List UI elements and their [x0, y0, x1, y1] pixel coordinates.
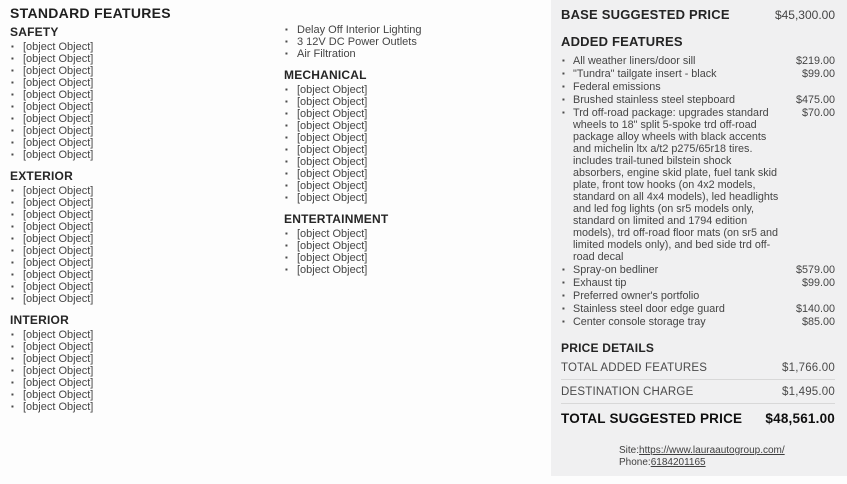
feature-item: ▪ [object Object] — [10, 41, 274, 53]
added-feature-label: ▪ Brushed stainless steel stepboard — [561, 94, 783, 106]
feature-item: ▪ [object Object] — [284, 168, 544, 180]
added-feature-row — [561, 264, 835, 276]
feature-item: ▪ [object Object] — [284, 192, 544, 204]
feature-item: ▪ [object Object] — [10, 185, 274, 197]
price-details-list — [561, 356, 835, 404]
added-feature-row — [561, 316, 835, 328]
feature-item: ▪ [object Object] — [284, 120, 544, 132]
feature-item: ▪ [object Object] — [284, 96, 544, 108]
phone-label: Phone: — [619, 457, 651, 468]
added-feature-row — [561, 107, 835, 263]
added-feature-label: ▪ Spray-on bedliner — [561, 264, 783, 276]
added-feature-label: ▪ Stainless steel door edge guard — [561, 303, 783, 315]
feature-section — [10, 25, 274, 161]
feature-section — [10, 169, 274, 305]
feature-item: ▪ [object Object] — [10, 257, 274, 269]
feature-item: ▪ [object Object] — [10, 149, 274, 161]
pricing-panel — [551, 0, 847, 476]
site-label: Site: — [619, 445, 640, 456]
added-feature-row — [561, 94, 835, 106]
feature-section — [284, 68, 544, 204]
feature-item: ▪ [object Object] — [10, 377, 274, 389]
added-feature-row — [561, 290, 835, 302]
feature-item: ▪ [object Object] — [284, 264, 544, 276]
feature-item: ▪ Delay Off Interior Lighting — [284, 24, 544, 36]
added-feature-row — [561, 277, 835, 289]
added-feature-row — [561, 55, 835, 67]
price-details-heading: PRICE DETAILS — [561, 341, 655, 355]
added-features-heading: ADDED FEATURES — [561, 34, 683, 49]
price-detail-value: $1,766.00 — [782, 362, 835, 374]
feature-item: ▪ [object Object] — [10, 353, 274, 365]
added-feature-label: ▪ Center console storage tray — [561, 316, 783, 328]
feature-item: ▪ [object Object] — [10, 77, 274, 89]
base-price-value: $45,300.00 — [774, 8, 835, 22]
feature-item: ▪ [object Object] — [10, 269, 274, 281]
feature-section-heading: MECHANICAL — [284, 68, 367, 82]
standard-features-column — [10, 5, 274, 413]
feature-section-heading: INTERIOR — [10, 313, 69, 327]
feature-list — [284, 84, 544, 204]
feature-item: ▪ [object Object] — [10, 341, 274, 353]
feature-list — [10, 41, 274, 161]
feature-item: ▪ [object Object] — [10, 53, 274, 65]
added-feature-label: ▪ Preferred owner's portfolio — [561, 290, 783, 302]
price-detail-label: DESTINATION CHARGE — [561, 386, 694, 398]
price-detail-row — [561, 356, 835, 380]
base-price-row — [561, 7, 835, 22]
feature-list — [10, 185, 274, 305]
feature-item: ▪ [object Object] — [10, 281, 274, 293]
standard-features-sections — [10, 25, 274, 413]
feature-item: ▪ [object Object] — [284, 132, 544, 144]
feature-list — [10, 329, 274, 413]
feature-item: ▪ [object Object] — [10, 65, 274, 77]
base-price-label: BASE SUGGESTED PRICE — [561, 7, 730, 22]
feature-item: ▪ [object Object] — [284, 240, 544, 252]
feature-item: ▪ [object Object] — [10, 125, 274, 137]
phone-link[interactable]: 6184201165 — [650, 457, 706, 468]
feature-item: ▪ [object Object] — [10, 113, 274, 125]
feature-item: ▪ [object Object] — [10, 293, 274, 305]
feature-item: ▪ [object Object] — [10, 389, 274, 401]
added-feature-row — [561, 68, 835, 80]
total-price-value: $48,561.00 — [765, 411, 835, 426]
price-detail-label: TOTAL ADDED FEATURES — [561, 362, 708, 374]
added-feature-row — [561, 81, 835, 93]
total-price-label: TOTAL SUGGESTED PRICE — [561, 411, 743, 426]
feature-section-heading: ENTERTAINMENT — [284, 212, 389, 226]
added-feature-price: $140.00 — [795, 303, 835, 315]
feature-section — [284, 212, 544, 276]
feature-section-heading: EXTERIOR — [10, 169, 73, 183]
feature-item: ▪ [object Object] — [284, 144, 544, 156]
added-feature-price: $70.00 — [801, 107, 835, 119]
added-features-list — [561, 55, 835, 328]
feature-item: ▪ [object Object] — [284, 228, 544, 240]
feature-item: ▪ [object Object] — [10, 137, 274, 149]
added-feature-price: $85.00 — [801, 316, 835, 328]
added-feature-label: ▪ Exhaust tip — [561, 277, 783, 289]
feature-item: ▪ Air Filtration — [284, 48, 544, 60]
feature-item: ▪ [object Object] — [10, 245, 274, 257]
added-feature-label: ▪ "Tundra" tailgate insert - black — [561, 68, 783, 80]
feature-section — [10, 313, 274, 413]
site-link[interactable]: https://www.lauraautogroup.com/ — [639, 445, 785, 456]
feature-item: ▪ [object Object] — [10, 221, 274, 233]
total-price-row — [561, 404, 835, 426]
feature-item: ▪ [object Object] — [10, 401, 274, 413]
feature-item: ▪ [object Object] — [10, 197, 274, 209]
added-feature-price: $219.00 — [795, 55, 835, 67]
added-feature-price — [783, 81, 835, 93]
feature-item: ▪ [object Object] — [10, 209, 274, 221]
added-feature-row — [561, 303, 835, 315]
added-feature-price: $99.00 — [801, 68, 835, 80]
price-detail-value: $1,495.00 — [782, 386, 835, 398]
feature-item: ▪ [object Object] — [284, 252, 544, 264]
added-feature-label: ▪ Federal emissions — [561, 81, 783, 93]
added-feature-price: $579.00 — [795, 264, 835, 276]
added-feature-price — [783, 290, 835, 302]
added-feature-label: ▪ All weather liners/door sill — [561, 55, 783, 67]
middle-sections — [284, 68, 544, 276]
feature-list — [284, 228, 544, 276]
standard-features-title: STANDARD FEATURES — [10, 5, 171, 21]
feature-section-heading: SAFETY — [10, 25, 59, 39]
added-feature-price: $475.00 — [795, 94, 835, 106]
feature-item: ▪ [object Object] — [10, 365, 274, 377]
added-feature-label: ▪ Trd off-road package: upgrades standard wheels to 18" split 5-spoke trd off-road package alloy wheels with black accents and michelin ltx a/t2 p275/65r18 tires. includes trail-tuned bilstein shock absorbers, engine skid plate, fuel tank skid plate, front tow hooks (on 4x2 models, standard on all 4x4 models), led headlights and led fog lights (on sr5 models only, standard on limited and 1794 edition models), trd off-road floor mats (on sr5 and limited models only), and bed side trd off-road decal — [561, 107, 783, 263]
price-detail-row — [561, 380, 835, 404]
dealer-contact — [619, 445, 785, 469]
feature-item: ▪ [object Object] — [284, 108, 544, 120]
feature-item: ▪ [object Object] — [10, 233, 274, 245]
feature-item: ▪ 3 12V DC Power Outlets — [284, 36, 544, 48]
interior-continued-list — [284, 24, 544, 60]
feature-item: ▪ [object Object] — [284, 84, 544, 96]
phone-row — [619, 457, 785, 469]
standard-features-column-2 — [284, 24, 544, 276]
feature-item: ▪ [object Object] — [284, 180, 544, 192]
feature-item: ▪ [object Object] — [284, 156, 544, 168]
site-row — [619, 445, 785, 457]
feature-item: ▪ [object Object] — [10, 89, 274, 101]
feature-item: ▪ [object Object] — [10, 329, 274, 341]
feature-item: ▪ [object Object] — [10, 101, 274, 113]
added-feature-price: $99.00 — [801, 277, 835, 289]
